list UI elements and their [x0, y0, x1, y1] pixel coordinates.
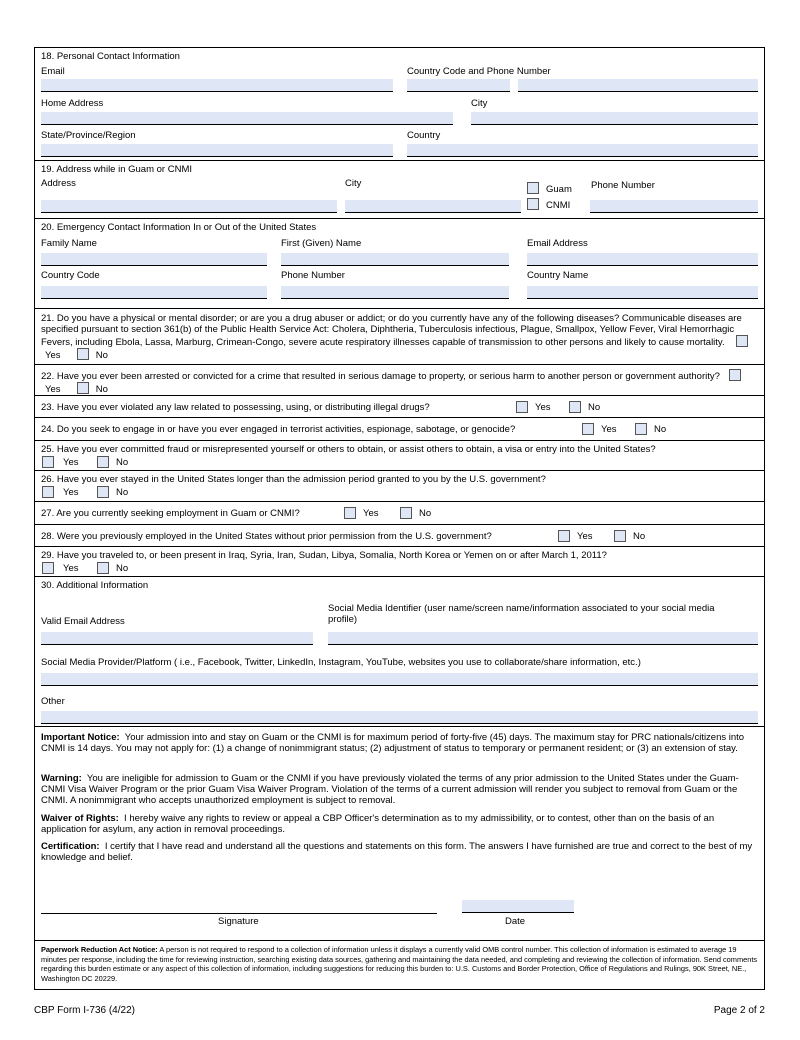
- question-28: [35, 525, 764, 547]
- no-checkbox[interactable]: [569, 401, 581, 413]
- yes-label: Yes: [601, 424, 617, 435]
- cnmi-checkbox[interactable]: [527, 198, 539, 210]
- yes-checkbox[interactable]: [736, 335, 748, 347]
- guam-checkbox[interactable]: [527, 182, 539, 194]
- question-27: [35, 502, 764, 525]
- phone-field[interactable]: [281, 286, 509, 299]
- warning-notice: Warning: You are ineligible for admission to Guam or the CNMI if you have previously violated the terms of any prior admission to the United States under the Guam-CNMI Visa Waiver Program or the prior Guam Visa Waiver Program. Violation of the terms of a current admission will render you subject to removal from Guam or the CNMI. A nonimmigrant who accepts unauthorized employment is subject to removal.: [41, 773, 739, 806]
- phone-label: Phone Number: [281, 270, 345, 281]
- email-label: Valid Email Address: [41, 616, 125, 627]
- question-29: [35, 547, 764, 577]
- country-code-field[interactable]: [41, 286, 267, 299]
- city-field[interactable]: [471, 112, 758, 125]
- question-text: 28. Were you previously employed in the United States without prior permission from the U.S. government?: [41, 531, 492, 542]
- country-code-field[interactable]: [407, 79, 510, 92]
- family-name-label: Family Name: [41, 238, 97, 249]
- question-text: 23. Have you ever violated any law related to possessing, using, or distributing illegal drugs?: [41, 402, 430, 413]
- no-label: No: [116, 487, 129, 498]
- question-text: 26. Have you ever stayed in the United States longer than the admission period granted to you by the U.S. government?: [41, 474, 546, 485]
- question-23: [35, 396, 764, 418]
- section-title: 30. Additional Information: [41, 580, 149, 591]
- other-label: Other: [41, 696, 65, 707]
- yes-label: Yes: [535, 402, 551, 413]
- country-name-field[interactable]: [527, 286, 758, 299]
- notices-section: [35, 727, 764, 941]
- family-name-field[interactable]: [41, 253, 267, 266]
- section-title: 19. Address while in Guam or CNMI: [41, 164, 193, 175]
- certification-notice: Certification: I certify that I have read and understand all the questions and statements on this form. The answers I have furnished are true and correct to the best of my knowledge and belief.: [41, 841, 753, 863]
- cnmi-label: CNMI: [546, 200, 571, 211]
- country-name-label: Country Name: [527, 270, 589, 281]
- email-label: Email: [41, 66, 65, 77]
- no-checkbox[interactable]: [97, 456, 109, 468]
- section-18: [35, 48, 764, 161]
- yes-label: Yes: [63, 457, 79, 468]
- no-label: No: [588, 402, 601, 413]
- email-field[interactable]: [527, 253, 758, 266]
- date-field[interactable]: [462, 900, 574, 913]
- yes-label: Yes: [45, 350, 61, 361]
- no-label: No: [419, 508, 432, 519]
- guam-label: Guam: [546, 184, 572, 195]
- country-code-label: Country Code: [41, 270, 100, 281]
- social-id-label: Social Media Identifier (user name/screen name/information associated to your social media profile): [328, 603, 715, 625]
- provider-label: Social Media Provider/Platform ( i.e., Facebook, Twitter, LinkedIn, Instagram, YouTube, websites you use to collaborate/share information, etc.): [41, 657, 641, 668]
- yes-checkbox[interactable]: [42, 486, 54, 498]
- question-text: 29. Have you traveled to, or been present in Iraq, Syria, Iran, Sudan, Libya, Somalia, North Korea or Yemen on or after March 1, 2011?: [41, 550, 607, 561]
- form-id: CBP Form I-736 (4/22): [34, 1005, 135, 1016]
- city-label: City: [471, 98, 488, 109]
- state-label: State/Province/Region: [41, 130, 136, 141]
- no-label: No: [116, 457, 129, 468]
- address-label: Address: [41, 178, 76, 189]
- city-label: City: [345, 178, 362, 189]
- state-field[interactable]: [41, 144, 393, 157]
- signature-label: Signature: [218, 916, 259, 927]
- no-label: No: [95, 384, 108, 395]
- section-19: [35, 161, 764, 219]
- yes-label: Yes: [577, 531, 593, 542]
- home-address-label: Home Address: [41, 98, 104, 109]
- yes-checkbox[interactable]: [516, 401, 528, 413]
- section-20: [35, 219, 764, 309]
- question-text: 27. Are you currently seeking employment in Guam or CNMI?: [41, 508, 300, 519]
- yes-checkbox[interactable]: [344, 507, 356, 519]
- question-text: 21. Do you have a physical or mental disorder; or are you a drug abuser or addict; or do you currently have any of the following diseases? Communicable diseases are specified pursuant to section 361(b) of the Public Health Service Act: Cholera, Diphtheria, Tuberculosis infectious, Plague, Smallpox, Yellow Fever, Viral Hemorrhagic Fevers, including Ebola, Lassa, Marburg, Crimean-Congo, severe acute respiratory illnesses capable of transmission to other persons and likely to cause mortality. Yes No: [41, 313, 759, 361]
- email-label: Email Address: [527, 238, 588, 249]
- section-30: [35, 577, 764, 727]
- question-text: 22. Have you ever been arrested or convicted for a crime that resulted in serious damage to property, or serious harm to another person or government authority? Yes No: [41, 369, 759, 395]
- no-label: No: [116, 563, 129, 574]
- yes-checkbox[interactable]: [729, 369, 741, 381]
- no-checkbox[interactable]: [635, 423, 647, 435]
- question-21: [35, 309, 764, 365]
- phone-field[interactable]: [590, 200, 758, 213]
- social-id-field[interactable]: [328, 632, 758, 645]
- other-field[interactable]: [41, 711, 758, 724]
- country-phone-label: Country Code and Phone Number: [407, 66, 551, 77]
- no-checkbox[interactable]: [77, 348, 89, 360]
- no-checkbox[interactable]: [77, 382, 89, 394]
- home-address-field[interactable]: [41, 112, 453, 125]
- email-field[interactable]: [41, 632, 313, 645]
- provider-field[interactable]: [41, 673, 758, 686]
- city-field[interactable]: [345, 200, 521, 213]
- section-title: 18. Personal Contact Information: [41, 51, 180, 62]
- important-notice: Important Notice: Your admission into and stay on Guam or the CNMI is for maximum period of forty-five (45) days. The maximum stay for PRC nationals/citizens into CNMI is 14 days. You may not apply for: (1) a change of nonimmigrant status; (2) adjustment of status to temporary or permanent resident; or (3) an extension of stay.: [41, 732, 745, 754]
- country-label: Country: [407, 130, 441, 141]
- page-number: Page 2 of 2: [713, 1005, 765, 1016]
- phone-label: Phone Number: [591, 180, 655, 191]
- phone-field[interactable]: [518, 79, 758, 92]
- question-text: 24. Do you seek to engage in or have you ever engaged in terrorist activities, espionage, sabotage, or genocide?: [41, 424, 516, 435]
- yes-checkbox[interactable]: [558, 530, 570, 542]
- yes-checkbox[interactable]: [582, 423, 594, 435]
- form-page: [34, 47, 765, 990]
- section-title: 20. Emergency Contact Information In or Out of the United States: [41, 222, 317, 233]
- address-field[interactable]: [41, 200, 337, 213]
- paperwork-notice: Paperwork Reduction Act Notice: A person is not required to respond to a collection of information unless it displays a currently valid OMB control number. This collection of information is estimated to average 19 minutes per response, including the time for reviewing instruction, searching existing data sources, gathering and maintaining the data needed, and completing and reviewing the collection of information. Send comments regarding this burden estimate or any aspect of this collection of information, including suggestions for reducing this burden to: U.S. Customs and Border Protection, Office of Regulations and Rulings, 90K Street, NE., Washington DC 20229.: [41, 945, 758, 983]
- waiver-notice: Waiver of Rights: I hereby waive any rights to review or appeal a CBP Officer's determination as to my admissibility, or to contest, other than on the basis of an application for asylum, any action in removal proceedings.: [41, 813, 715, 835]
- yes-label: Yes: [45, 384, 61, 395]
- yes-checkbox[interactable]: [42, 562, 54, 574]
- date-label: Date: [505, 916, 526, 927]
- question-24: [35, 418, 764, 441]
- email-field[interactable]: [41, 79, 393, 92]
- no-label: No: [95, 350, 108, 361]
- no-checkbox[interactable]: [97, 562, 109, 574]
- first-name-field[interactable]: [281, 253, 509, 266]
- question-text: 25. Have you ever committed fraud or misrepresented yourself or others to obtain, or assist others to obtain, a visa or entry into the United States?: [41, 444, 656, 455]
- no-label: No: [654, 424, 667, 435]
- country-field[interactable]: [407, 144, 758, 157]
- no-label: No: [633, 531, 646, 542]
- yes-checkbox[interactable]: [42, 456, 54, 468]
- no-checkbox[interactable]: [614, 530, 626, 542]
- yes-label: Yes: [63, 487, 79, 498]
- question-22: [35, 365, 764, 396]
- no-checkbox[interactable]: [97, 486, 109, 498]
- signature-line[interactable]: [41, 913, 437, 914]
- no-checkbox[interactable]: [400, 507, 412, 519]
- question-26: [35, 471, 764, 502]
- question-25: [35, 441, 764, 471]
- yes-label: Yes: [63, 563, 79, 574]
- first-name-label: First (Given) Name: [281, 238, 362, 249]
- yes-label: Yes: [363, 508, 379, 519]
